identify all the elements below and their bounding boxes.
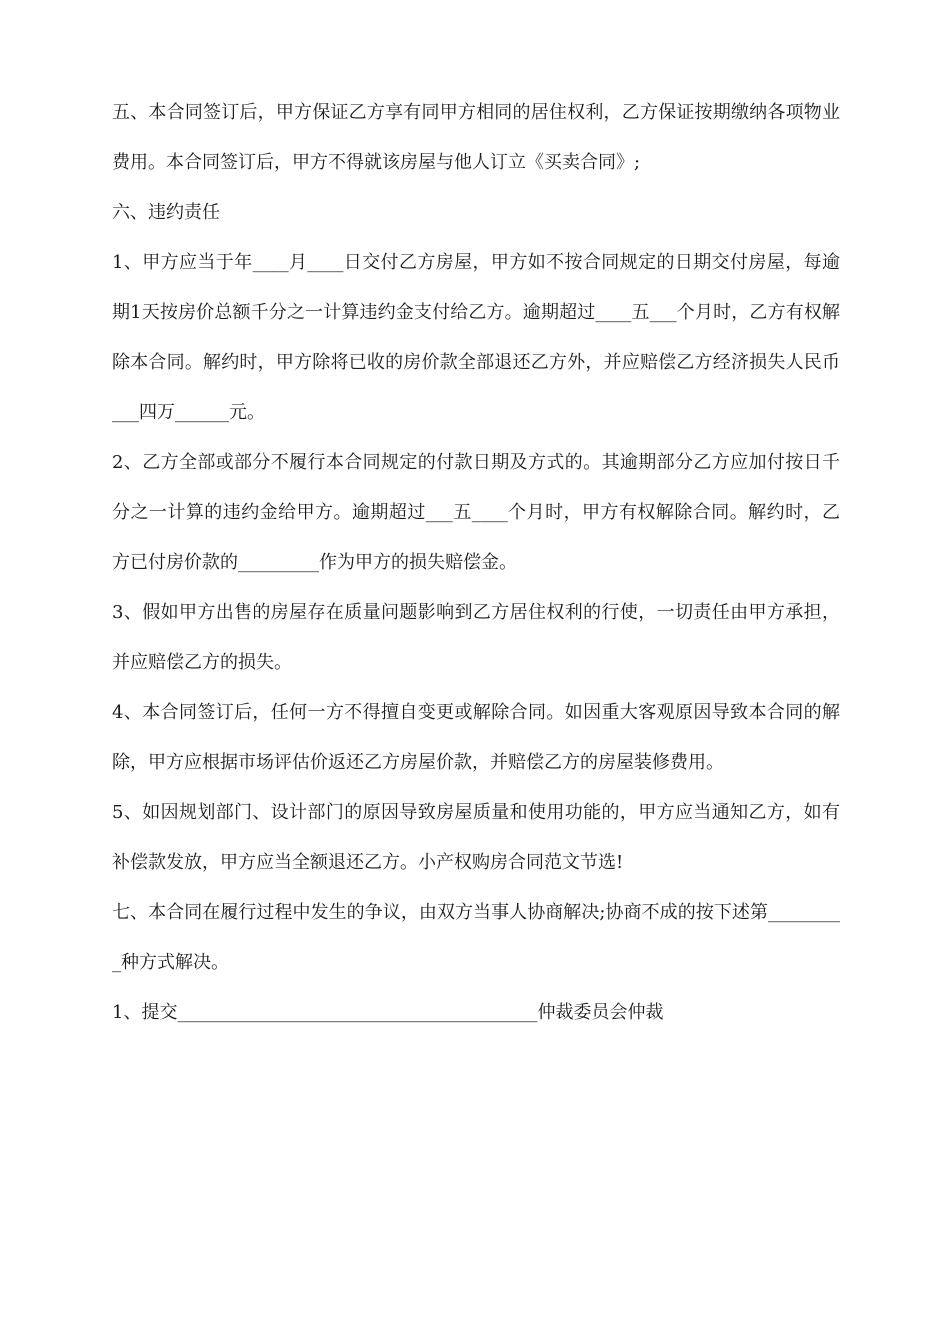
document-body — [112, 88, 840, 1038]
clause-6-3-paragraph: 3、假如甲方出售的房屋存在质量问题影响到乙方居住权利的行使，一切责任由甲方承担，并应赔偿乙方的损失。 — [112, 602, 840, 673]
clause-5-paragraph: 五、本合同签订后，甲方保证乙方享有同甲方相同的居住权利，乙方保证按期缴纳各项物业费用。本合同签订后，甲方不得就该房屋与他人订立《买卖合同》; — [112, 102, 840, 173]
section-6-heading: 六、违约责任 — [112, 202, 220, 223]
clause-7-paragraph: 七、本合同在履行过程中发生的争议，由双方当事人协商解决;协商不成的按下述第_________种方式解决。 — [112, 902, 840, 973]
clause-6-4-paragraph: 4、本合同签订后，任何一方不得擅自变更或解除合同。如因重大客观原因导致本合同的解除，甲方应根据市场评估价返还乙方房屋价款，并赔偿乙方的房屋装修费用。 — [112, 702, 840, 773]
clause-6-5-paragraph: 5、如因规划部门、设计部门的原因导致房屋质量和使用功能的，甲方应当通知乙方，如有补偿款发放，甲方应当全额退还乙方。小产权购房合同范文节选! — [112, 802, 840, 873]
clause-7-1-paragraph: 1、提交________________________________________仲裁委员会仲裁 — [112, 1002, 664, 1023]
clause-6-2-paragraph: 2、乙方全部或部分不履行本合同规定的付款日期及方式的。其逾期部分乙方应加付按日千分之一计算的违约金给甲方。逾期超过___五____个月时，甲方有权解除合同。解约时，乙方已付房价款的_________作为甲方的损失赔偿金。 — [112, 452, 840, 573]
clause-6-1-paragraph: 1、甲方应当于年____月____日交付乙方房屋，甲方如不按合同规定的日期交付房屋，每逾期1天按房价总额千分之一计算违约金支付给乙方。逾期超过____五___个月时，乙方有权解除本合同。解约时，甲方除将已收的房价款全部退还乙方外，并应赔偿乙方经济损失人民币___四万______元。 — [112, 252, 840, 423]
